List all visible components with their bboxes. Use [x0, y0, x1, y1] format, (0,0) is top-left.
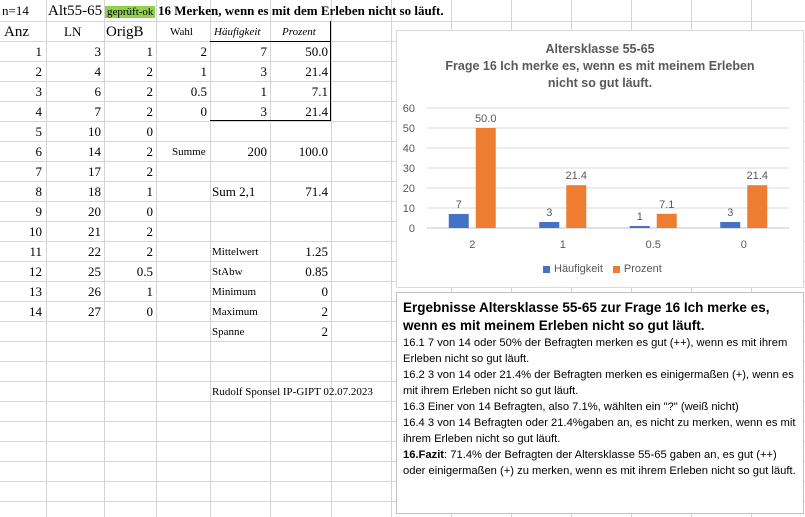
anz-cell[interactable]: 12	[29, 264, 42, 279]
chart-legend	[543, 263, 662, 275]
anz-cell[interactable]: 7	[35, 164, 42, 179]
legend-item-haeufigkeit	[543, 263, 603, 275]
ln-cell[interactable]: 20	[88, 204, 101, 219]
origb-cell[interactable]: 0	[146, 124, 153, 139]
haeufigkeit-cell[interactable]: 7	[260, 44, 267, 59]
ln-cell[interactable]: 26	[88, 284, 101, 299]
anz-cell[interactable]: 1	[35, 44, 42, 59]
legend-swatch	[613, 266, 620, 273]
anz-cell[interactable]: 4	[35, 104, 42, 119]
y-tick-label: 10	[402, 203, 415, 215]
anz-cell[interactable]: 9	[35, 204, 42, 219]
anz-cell[interactable]: 8	[35, 184, 42, 199]
anz-cell[interactable]: 11	[29, 244, 42, 259]
fazit-label: 16.Fazit	[403, 449, 445, 461]
ln-cell[interactable]: 22	[88, 244, 101, 259]
grid-line	[331, 0, 332, 517]
haeufigkeit-cell[interactable]: 3	[260, 104, 267, 119]
anz-cell[interactable]: 6	[35, 144, 42, 159]
bar-chart[interactable]	[396, 30, 804, 288]
stat-value[interactable]: 1.25	[305, 244, 328, 259]
signature[interactable]: Rudolf Sponsel IP-GIPT 02.07.2023	[212, 386, 373, 398]
origb-cell[interactable]: 2	[146, 104, 153, 119]
stat-value[interactable]: 2	[321, 304, 328, 319]
ln-cell[interactable]: 21	[88, 224, 101, 239]
summe-haeufigkeit[interactable]: 200	[247, 144, 267, 159]
n-count-cell[interactable]: n=14	[2, 3, 29, 18]
ln-cell[interactable]: 18	[88, 184, 101, 199]
sum21-prozent[interactable]: 71.4	[305, 184, 328, 199]
chart-title-line: Frage 16 Ich merke es, wenn es mit meinem Erleben	[445, 59, 755, 73]
wahl-cell[interactable]: 0.5	[190, 84, 207, 99]
bar-prozent	[566, 185, 586, 228]
origb-cell[interactable]: 2	[146, 224, 153, 239]
bar-haeufigkeit	[449, 214, 469, 228]
prozent-cell[interactable]: 21.4	[305, 104, 328, 119]
origb-cell[interactable]: 0	[146, 204, 153, 219]
y-tick-label: 50	[402, 123, 415, 135]
wahl-cell[interactable]: 1	[200, 64, 207, 79]
stat-value[interactable]: 0	[321, 284, 328, 299]
origb-cell[interactable]: 2	[146, 244, 153, 259]
anz-cell[interactable]: 3	[35, 84, 42, 99]
data-label: 50.0	[475, 113, 497, 125]
x-tick-label: 0.5	[645, 239, 661, 251]
haeufigkeit-cell[interactable]: 1	[260, 84, 267, 99]
bar-haeufigkeit	[720, 222, 740, 228]
y-tick-label: 20	[402, 183, 415, 195]
stat-value[interactable]: 2	[321, 324, 328, 339]
result-fazit	[403, 447, 797, 479]
summe-prozent[interactable]: 100.0	[298, 144, 328, 159]
stat-label[interactable]: StAbw	[212, 266, 243, 278]
x-tick-label: 0	[740, 239, 747, 251]
prozent-cell[interactable]: 21.4	[305, 64, 328, 79]
y-tick-label: 40	[402, 143, 415, 155]
bar-prozent	[476, 128, 496, 228]
fazit-text: : 71.4% der Befragten der Altersklasse 55-65 gaben an, es gut (++) oder einigermaßen (+) zu merken, wenn es mit ihrem Erleben nicht so gut läuft.	[403, 449, 796, 477]
origb-cell[interactable]: 1	[146, 184, 153, 199]
bar-prozent	[657, 214, 677, 228]
legend-swatch	[543, 266, 550, 273]
wahl-cell[interactable]: 0	[200, 104, 207, 119]
origb-cell[interactable]: 2	[146, 144, 153, 159]
summe-label[interactable]: Summe	[172, 146, 206, 158]
ln-cell[interactable]: 7	[94, 104, 101, 119]
ln-cell[interactable]: 6	[94, 84, 101, 99]
grid-line	[391, 0, 392, 517]
stat-label[interactable]: Maximum	[212, 306, 258, 318]
prozent-cell[interactable]: 50.0	[305, 44, 328, 59]
origb-cell[interactable]: 2	[146, 64, 153, 79]
legend-label: Häufigkeit	[554, 263, 603, 275]
data-label: 7.1	[659, 198, 675, 211]
stat-label[interactable]: Spanne	[212, 326, 245, 338]
question-title-cell[interactable]: 16 Merken, wenn es mit dem Erleben nicht so läuft.	[158, 3, 444, 18]
chart-title-line: nicht so gut läuft.	[547, 76, 653, 90]
results-title: Ergebnisse Altersklasse 55-65 zur Frage 16 Ich merke es, wenn es mit meinem Erleben nicht so gut läuft.	[403, 300, 770, 333]
data-label: 21.4	[565, 170, 587, 183]
x-tick-label: 1	[559, 239, 566, 251]
results-textbox[interactable]	[396, 292, 804, 514]
chart-title-line: Altersklasse 55-65	[545, 42, 655, 56]
stat-label[interactable]: Minimum	[212, 286, 257, 298]
origb-cell[interactable]: 1	[146, 44, 153, 59]
prozent-header[interactable]: Prozent	[282, 26, 316, 38]
origb-header[interactable]: OrigB	[106, 24, 144, 40]
y-tick-label: 60	[402, 103, 415, 115]
y-tick-label: 30	[402, 163, 415, 175]
ln-header[interactable]: LN	[64, 24, 82, 39]
origb-cell[interactable]: 2	[146, 164, 153, 179]
checked-badge: geprüft-ok	[107, 6, 154, 18]
ln-cell[interactable]: 10	[88, 124, 101, 139]
result-16-2: 16.2 3 von 14 oder 21.4% der Befragten merken es einigermaßen (+), wenn es mit ihrem Erleben nicht so gut läuft.	[403, 369, 794, 397]
bar-haeufigkeit	[539, 222, 559, 228]
result-16-3: 16.3 Einer von 14 Befragten, also 7.1%, wählten ein "?" (weiß nicht)	[403, 401, 739, 413]
stat-value[interactable]: 0.85	[305, 264, 328, 279]
legend-label: Prozent	[623, 263, 662, 275]
anz-cell[interactable]: 14	[29, 304, 42, 319]
origb-cell[interactable]: 2	[146, 84, 153, 99]
haeufigkeit-header[interactable]: Häufigkeit	[214, 26, 261, 38]
stat-label[interactable]: Mittelwert	[212, 246, 259, 258]
data-label: 1	[636, 211, 643, 223]
anz-cell[interactable]: 10	[29, 224, 42, 239]
anz-cell[interactable]: 13	[29, 284, 42, 299]
result-16-4: 16.4 3 von 14 Befragten oder 21.4%gaben an, es nicht zu merken, wenn es mit ihrem Erleben nicht so gut läuft.	[403, 417, 796, 445]
data-label: 21.4	[746, 170, 768, 183]
y-tick-label: 0	[408, 223, 415, 235]
ln-cell[interactable]: 14	[88, 144, 101, 159]
data-label: 3	[727, 207, 734, 219]
ln-cell[interactable]: 3	[94, 44, 101, 59]
ln-cell[interactable]: 27	[88, 304, 101, 319]
origb-cell[interactable]: 0.5	[136, 264, 153, 279]
chart-plot	[397, 31, 805, 289]
x-tick-label: 2	[469, 239, 476, 251]
ln-cell[interactable]: 17	[88, 164, 101, 179]
ln-cell[interactable]: 4	[94, 64, 101, 79]
bar-prozent	[747, 185, 767, 228]
group-cell[interactable]: Alt55-65	[48, 3, 103, 19]
ln-cell[interactable]: 25	[88, 264, 101, 279]
checked-badge-cell[interactable]	[105, 2, 155, 20]
data-label: 7	[455, 199, 462, 211]
anz-header[interactable]: Anz	[4, 24, 29, 40]
origb-cell[interactable]: 0	[146, 304, 153, 319]
origb-cell[interactable]: 1	[146, 284, 153, 299]
sum21-label[interactable]: Sum 2,1	[212, 184, 256, 199]
bar-haeufigkeit	[630, 226, 650, 228]
wahl-cell[interactable]: 2	[200, 44, 207, 59]
haeufigkeit-cell[interactable]: 3	[260, 64, 267, 79]
anz-cell[interactable]: 2	[35, 64, 42, 79]
data-label: 3	[546, 207, 553, 219]
prozent-cell[interactable]: 7.1	[311, 84, 328, 99]
anz-cell[interactable]: 5	[35, 124, 42, 139]
result-16-1: 16.1 7 von 14 oder 50% der Befragten merken es gut (++), wenn es mit ihrem Erleben nicht so gut läuft.	[403, 337, 788, 365]
wahl-header[interactable]: Wahl	[170, 26, 193, 38]
legend-item-prozent	[613, 263, 662, 275]
